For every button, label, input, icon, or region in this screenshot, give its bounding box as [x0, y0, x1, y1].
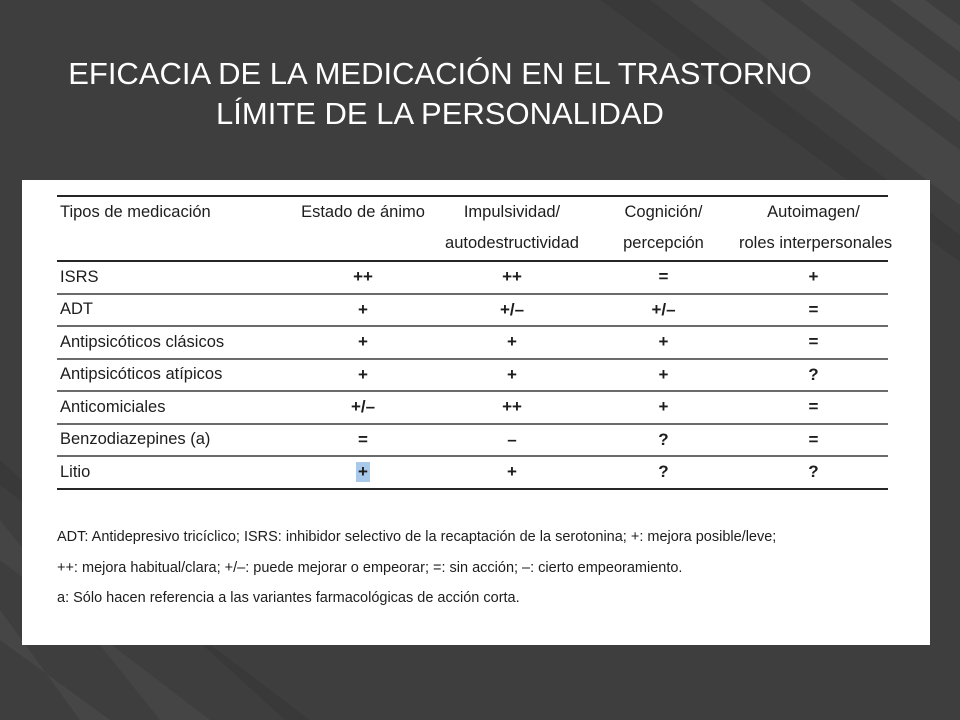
- table-header-row: [57, 195, 893, 262]
- column-header-mood: [290, 197, 436, 260]
- cognition-efficacy: +/–: [651, 299, 676, 319]
- column-header-cognition: [588, 197, 739, 260]
- impulsivity-efficacy: +: [507, 462, 517, 482]
- self-image-efficacy: =: [808, 429, 819, 449]
- cognition-efficacy: +: [658, 397, 669, 417]
- footnote-line: a: Sólo hacen referencia a las variantes farmacológicas de acción corta.: [57, 590, 520, 606]
- mood-efficacy: +/–: [350, 397, 376, 417]
- slide-title: [0, 54, 880, 134]
- mood-cell: [290, 262, 436, 293]
- cognition-cell: [588, 295, 739, 326]
- table-row: [57, 457, 888, 490]
- mood-cell: [290, 425, 436, 456]
- self-image-cell: [739, 425, 888, 456]
- column-header-text: Impulsividad/: [463, 203, 561, 221]
- impulsivity-efficacy: –: [507, 429, 517, 449]
- table-row: [57, 360, 888, 393]
- cognition-cell: [588, 457, 739, 488]
- footnote-line: ADT: Antidepresivo tricíclico; ISRS: inhibidor selectivo de la recaptación de la serotonina; +: mejora posible/leve;: [57, 529, 777, 545]
- column-header-medication-type: [57, 197, 290, 260]
- mood-cell: [290, 392, 436, 423]
- impulsivity-cell: [436, 295, 588, 326]
- medication-name: Benzodiazepines (a): [60, 430, 211, 449]
- self-image-cell: [739, 457, 888, 488]
- column-header-text: Estado de ánimo: [301, 203, 425, 221]
- self-image-cell: [739, 360, 888, 391]
- mood-efficacy: +: [358, 364, 368, 384]
- table-row: [57, 425, 888, 458]
- mood-efficacy: =: [358, 429, 368, 449]
- cognition-efficacy: ?: [658, 462, 669, 482]
- medication-name: ISRS: [60, 267, 99, 286]
- cognition-cell: [588, 327, 739, 358]
- impulsivity-cell: [436, 425, 588, 456]
- cognition-cell: [588, 425, 739, 456]
- impulsivity-cell: [436, 327, 588, 358]
- mood-cell: [290, 360, 436, 391]
- cognition-cell: [588, 360, 739, 391]
- table-footnotes: [57, 522, 776, 614]
- impulsivity-cell: [436, 360, 588, 391]
- column-header-text: percepción: [623, 234, 704, 252]
- table-row: [57, 262, 888, 295]
- column-header-self-image: [739, 197, 893, 260]
- impulsivity-efficacy: +/–: [499, 299, 525, 319]
- self-image-cell: [739, 327, 888, 358]
- medication-name: Anticomiciales: [60, 397, 166, 416]
- cognition-cell: [588, 262, 739, 293]
- column-header-text: autodestructividad: [445, 234, 579, 252]
- table-image-panel: [22, 180, 930, 645]
- column-header-text: Tipos de medicación: [60, 203, 211, 221]
- medication-efficacy-table: [57, 195, 893, 490]
- mood-efficacy: ++: [353, 267, 373, 287]
- impulsivity-cell: [436, 262, 588, 293]
- medication-name: Antipsicóticos atípicos: [60, 365, 223, 384]
- impulsivity-efficacy: ++: [502, 397, 522, 417]
- impulsivity-efficacy: ++: [502, 267, 522, 287]
- footnote-line: ++: mejora habitual/clara; +/–: puede mejorar o empeorar; =: sin acción; –: cierto empeoramiento.: [57, 559, 683, 576]
- cognition-cell: [588, 392, 739, 423]
- impulsivity-cell: [436, 392, 588, 423]
- table-row: [57, 392, 888, 425]
- slide-title-line-2: LÍMITE DE LA PERSONALIDAD: [216, 96, 664, 131]
- mood-efficacy: +: [358, 332, 368, 352]
- medication-name: Antipsicóticos clásicos: [60, 332, 225, 351]
- self-image-efficacy: ?: [808, 364, 819, 384]
- slide-title-line-1: EFICACIA DE LA MEDICACIÓN EN EL TRASTORNO: [68, 56, 812, 91]
- impulsivity-efficacy: +: [507, 332, 517, 352]
- cognition-efficacy: =: [658, 267, 669, 287]
- self-image-cell: [739, 262, 888, 293]
- cognition-efficacy: ?: [658, 429, 669, 449]
- mood-efficacy: +: [358, 462, 368, 482]
- self-image-efficacy: ?: [808, 462, 819, 482]
- column-header-text: Cognición/: [624, 203, 703, 221]
- mood-cell: [290, 295, 436, 326]
- column-header-impulsivity: [436, 197, 588, 260]
- column-header-text: roles interpersonales: [739, 234, 893, 252]
- self-image-efficacy: +: [808, 267, 819, 287]
- self-image-cell: [739, 295, 888, 326]
- mood-cell: [290, 327, 436, 358]
- cognition-efficacy: +: [658, 332, 669, 352]
- self-image-efficacy: =: [808, 299, 819, 319]
- self-image-efficacy: =: [808, 332, 819, 352]
- column-header-text: Autoimagen/: [767, 203, 860, 221]
- table-row: [57, 327, 888, 360]
- impulsivity-cell: [436, 457, 588, 488]
- impulsivity-efficacy: +: [507, 364, 517, 384]
- table-row: [57, 295, 888, 328]
- mood-efficacy: +: [358, 299, 368, 319]
- medication-name: ADT: [60, 300, 93, 319]
- self-image-efficacy: =: [808, 397, 819, 417]
- medication-name: Litio: [60, 462, 91, 481]
- cognition-efficacy: +: [658, 364, 669, 384]
- mood-cell: [290, 457, 436, 488]
- self-image-cell: [739, 392, 888, 423]
